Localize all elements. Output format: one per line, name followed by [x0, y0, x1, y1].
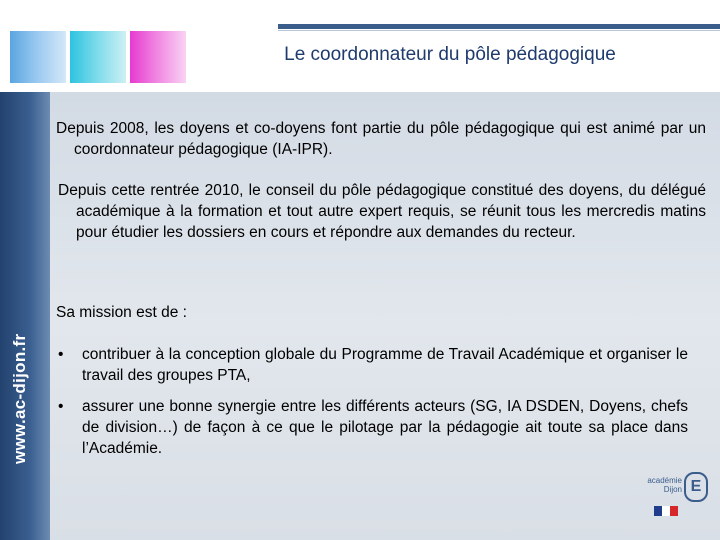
slide-title: Le coordonnateur du pôle pédagogique [284, 44, 616, 65]
logo-line1: académie [647, 476, 682, 485]
decor-square-blue [10, 31, 66, 83]
list-item [56, 396, 688, 459]
mission-list [56, 344, 688, 469]
academy-logo [642, 470, 702, 520]
logo-letter: E [684, 472, 708, 502]
list-item-text: assurer une bonne synergie entre les différents acteurs (SG, IA DSDEN, Doyens, chefs de division…) de façon à ce que le pilotage par la pédagogie ait toute sa place dans l’Académie. [82, 398, 688, 457]
paragraph-1: Depuis 2008, les doyens et co-doyens font partie du pôle pédagogique qui est animé par un coordonnateur pédagogique (IA-IPR). [56, 120, 706, 158]
decor-square-magenta [130, 31, 186, 83]
logo-text [642, 476, 682, 494]
side-url: www.ac-dijon.fr [10, 333, 29, 464]
logo-line2: Dijon [663, 485, 682, 494]
bullet-icon: • [58, 346, 64, 363]
paragraph-2: Depuis cette rentrée 2010, le conseil du pôle pédagogique constitué des doyens, du délégué académique à la formation et tout autre expert requis, se réunit tous les mercredis matins pour étudier les dossiers en cours et répondre aux demandes du recteur. [58, 182, 706, 241]
top-rule-thin [278, 30, 720, 31]
top-rule [278, 24, 720, 29]
header [0, 0, 720, 92]
bullet-icon: • [58, 398, 64, 415]
french-flag-icon [654, 506, 678, 516]
paragraph-3: Sa mission est de : [56, 304, 187, 321]
list-item [56, 344, 688, 386]
list-item-text: contribuer à la conception globale du Programme de Travail Académique et organiser le travail des groupes PTA, [82, 346, 688, 384]
decor-square-cyan [70, 31, 126, 83]
side-band [0, 92, 50, 540]
